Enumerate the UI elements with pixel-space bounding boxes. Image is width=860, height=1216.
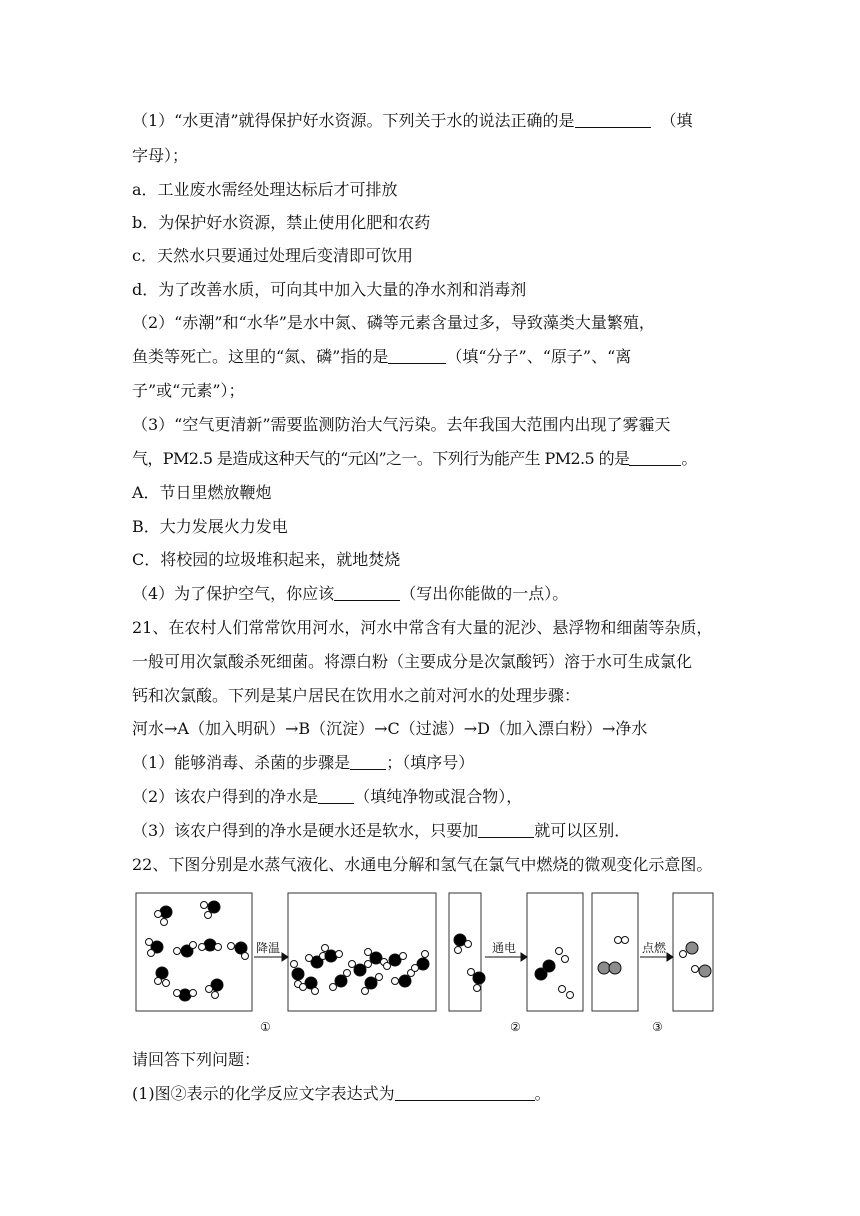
oxygen-atom bbox=[543, 960, 555, 972]
q20-option-c: c．天然水只要通过处理后变清即可饮用 bbox=[132, 246, 413, 265]
hydrogen-atom bbox=[146, 939, 153, 946]
hydrogen-atom bbox=[412, 965, 419, 972]
oxygen-atom bbox=[208, 901, 220, 913]
q22-stem: 22、下图分别是水蒸气液化、水通电分解和氢气在氯气中燃烧的微观变化示意图。 bbox=[132, 855, 713, 874]
hydrogen-atom bbox=[567, 992, 574, 999]
box-3a bbox=[592, 893, 638, 1011]
oxygen-atom bbox=[399, 975, 411, 987]
hydrogen-atom bbox=[622, 937, 629, 944]
q20-part3-tail: 。 bbox=[681, 449, 697, 468]
hydrogen-atom bbox=[422, 951, 429, 958]
hydrogen-atom bbox=[556, 948, 563, 955]
hydrogen-atom bbox=[155, 978, 162, 985]
hydrogen-atom bbox=[212, 992, 219, 999]
hydrogen-atom bbox=[392, 978, 399, 985]
oxygen-atom bbox=[160, 906, 172, 918]
chlorine-atom bbox=[699, 965, 711, 977]
answer-blank[interactable] bbox=[334, 584, 400, 601]
figure-label-2: ② bbox=[510, 1020, 521, 1034]
hydrogen-atom bbox=[215, 944, 222, 951]
q20-part4 bbox=[132, 584, 732, 604]
q20-part4-tail: （写出你能做的一点）。 bbox=[400, 584, 569, 603]
hydrogen-atom bbox=[455, 947, 462, 954]
answer-blank[interactable] bbox=[350, 753, 386, 770]
oxygen-atom bbox=[365, 977, 377, 989]
q20-part4-text: （4）为了保护空气，你应该 bbox=[132, 584, 335, 603]
oxygen-atom bbox=[179, 989, 191, 1001]
hydrogen-atom bbox=[336, 951, 343, 958]
hydrogen-atom bbox=[465, 941, 472, 948]
chlorine-atom bbox=[609, 962, 621, 974]
q21-part1 bbox=[132, 753, 732, 773]
q20-option-A: A．节日里燃放鞭炮 bbox=[132, 483, 272, 502]
hydrogen-atom bbox=[174, 990, 181, 997]
hydrogen-atom bbox=[680, 951, 687, 958]
q20-part1-tail: （填 bbox=[660, 111, 693, 130]
answer-blank[interactable] bbox=[575, 111, 651, 128]
hydrogen-atom bbox=[362, 988, 369, 995]
q20-part3-line1: （3）“空气更清新”需要监测防治大气污染。去年我国大范围内出现了雾霾天 bbox=[132, 415, 671, 434]
q20-part3-line2 bbox=[132, 449, 732, 469]
q21-stem-line1: 21、在农村人们常常饮用河水，河水中常含有大量的泥沙、悬浮物和细菌等杂质， bbox=[132, 618, 713, 637]
q20-option-b: b．为保护好水资源，禁止使用化肥和农药 bbox=[132, 213, 431, 232]
hydrogen-atom bbox=[562, 956, 569, 963]
hydrogen-atom bbox=[201, 902, 208, 909]
hydrogen-atom bbox=[163, 980, 170, 987]
q22-part1-text: (1)图②表示的化学反应文字表达式为 bbox=[132, 1084, 395, 1103]
hydrogen-atom bbox=[190, 942, 197, 949]
arrow-label-cooling: 降温 bbox=[256, 941, 281, 955]
q20-part2-line1: （2）“赤潮”和“水华”是水中氮、磷等元素含量过多，导致藻类大量繁殖， bbox=[132, 313, 655, 332]
q22-part1-tail: 。 bbox=[534, 1084, 551, 1103]
answer-blank[interactable] bbox=[388, 347, 446, 364]
box-2a bbox=[449, 893, 481, 1011]
answer-blank[interactable] bbox=[395, 1084, 535, 1101]
hydrogen-atom bbox=[365, 961, 372, 968]
oxygen-atom bbox=[325, 950, 337, 962]
hydrogen-atom bbox=[344, 970, 351, 977]
q21-part2-text: （2）该农户得到的净水是 bbox=[132, 787, 319, 806]
hydrogen-atom bbox=[148, 950, 155, 957]
hydrogen-atom bbox=[300, 984, 307, 991]
q20-part1-line2: 字母）； bbox=[132, 146, 189, 165]
q21-part1-text: （1）能够消毒、杀菌的步骤是 bbox=[132, 753, 351, 772]
q20-option-C: C．将校园的垃圾堆积起来，就地焚烧 bbox=[132, 550, 401, 569]
hydrogen-atom bbox=[365, 949, 372, 956]
q20-part1-line1 bbox=[132, 111, 732, 131]
hydrogen-atom bbox=[559, 986, 566, 993]
oxygen-atom bbox=[473, 972, 485, 984]
q22-prompt: 请回答下列问题： bbox=[132, 1050, 261, 1069]
q20-part2-line2 bbox=[132, 347, 732, 367]
q21-part3 bbox=[132, 821, 732, 841]
q21-stem-line2: 一般可用次氯酸杀死细菌。将漂白粉（主要成分是次氯酸钙）溶于水可生成氯化 bbox=[132, 652, 693, 671]
hydrogen-atom bbox=[400, 953, 407, 960]
oxygen-atom bbox=[335, 975, 347, 987]
hydrogen-atom bbox=[205, 912, 212, 919]
hydrogen-atom bbox=[190, 990, 197, 997]
q21-process-line: 河水→A（加入明矾）→B（沉淀）→C（过滤）→D（加入漂白粉）→净水 bbox=[132, 719, 648, 738]
hydrogen-atom bbox=[306, 955, 313, 962]
hydrogen-atom bbox=[174, 948, 181, 955]
hydrogen-atom bbox=[474, 985, 481, 992]
oxygen-atom bbox=[204, 939, 216, 951]
hydrogen-atom bbox=[242, 953, 249, 960]
micro-change-diagram bbox=[130, 885, 730, 1045]
q20-part1-text: （1）“水更清”就得保护好水资源。下列关于水的说法正确的是 bbox=[132, 111, 575, 130]
hydrogen-atom bbox=[468, 969, 475, 976]
q22-part1 bbox=[132, 1084, 732, 1104]
answer-blank[interactable] bbox=[318, 787, 354, 804]
q21-stem-line3: 钙和次氯酸。下列是某户居民在饮用水之前对河水的处理步骤： bbox=[132, 686, 581, 705]
oxygen-atom bbox=[354, 964, 366, 976]
q20-option-a: a．工业废水需经处理达标后才可排放 bbox=[132, 180, 398, 199]
figure-label-3: ③ bbox=[652, 1020, 663, 1034]
answer-blank[interactable] bbox=[478, 821, 534, 838]
q20-part2-text: 鱼类等死亡。这里的“氮、磷”指的是 bbox=[132, 347, 389, 366]
box-2b bbox=[527, 893, 583, 1011]
hydrogen-atom bbox=[330, 984, 337, 991]
hydrogen-atom bbox=[291, 961, 298, 968]
q20-part2-line3: 子”或“元素”）； bbox=[132, 381, 245, 400]
q21-part3-text: （3）该农户得到的净水是硬水还是软水，只要加 bbox=[132, 821, 479, 840]
hydrogen-atom bbox=[384, 963, 391, 970]
q21-part2-tail: （填纯净物或混合物）， bbox=[354, 787, 523, 806]
arrow-label-ignite: 点燃 bbox=[642, 941, 667, 955]
hydrogen-atom bbox=[312, 988, 319, 995]
hydrogen-atom bbox=[322, 945, 329, 952]
arrow-label-electrolysis: 通电 bbox=[492, 941, 517, 955]
q21-part2 bbox=[132, 787, 732, 807]
hydrogen-atom bbox=[206, 986, 213, 993]
q20-option-B: B．大力发展火力发电 bbox=[132, 517, 288, 536]
chlorine-atom bbox=[686, 942, 698, 954]
hydrogen-atom bbox=[199, 944, 206, 951]
hydrogen-atom bbox=[349, 961, 356, 968]
hydrogen-atom bbox=[692, 966, 699, 973]
q21-part3-tail: 就可以区别． bbox=[534, 821, 631, 840]
q20-option-d: d．为了改善水质，可向其中加入大量的净水剂和消毒剂 bbox=[132, 280, 527, 299]
q21-part1-tail: ；（填序号） bbox=[386, 753, 475, 772]
hydrogen-atom bbox=[615, 937, 622, 944]
oxygen-atom bbox=[292, 968, 304, 980]
figure-label-1: ① bbox=[260, 1020, 271, 1034]
answer-blank[interactable] bbox=[629, 449, 681, 466]
hydrogen-atom bbox=[228, 943, 235, 950]
hydrogen-atom bbox=[155, 911, 162, 918]
q20-part3-text: 气，PM2.5 是造成这种天气的“元凶”之一。下列行为能产生 PM2.5 的是 bbox=[132, 449, 630, 468]
hydrogen-atom bbox=[376, 974, 383, 981]
q20-part2-tail: （填“分子”、“原子”、“离 bbox=[446, 347, 632, 366]
hydrogen-atom bbox=[161, 919, 168, 926]
chlorine-atom bbox=[598, 962, 610, 974]
